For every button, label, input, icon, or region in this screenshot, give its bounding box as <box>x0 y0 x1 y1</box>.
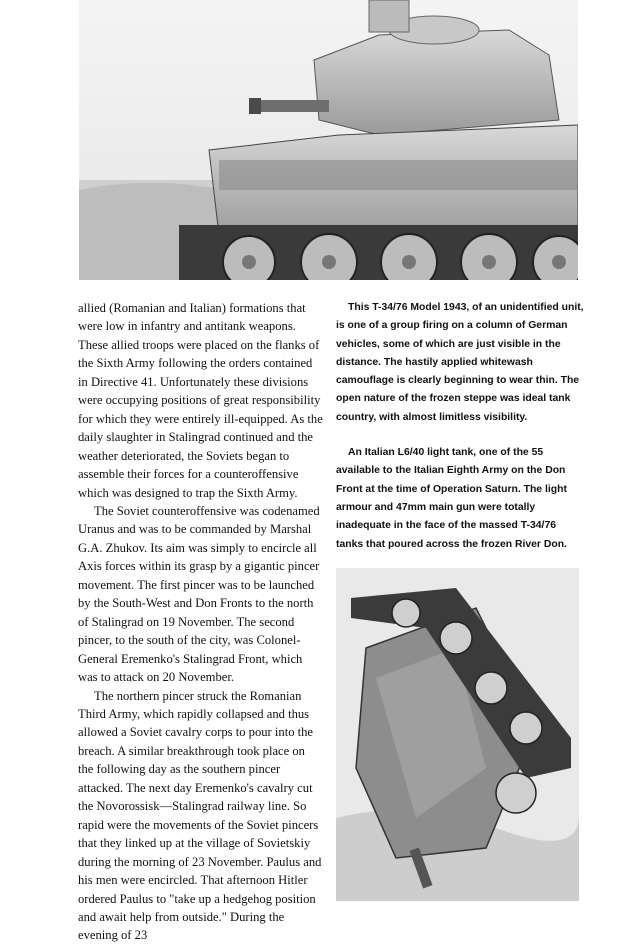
t34-tank-photo <box>79 0 578 280</box>
body-paragraph: allied (Romanian and Italian) formations that were low in infantry and antitank weapons. These allied troops were placed on the flanks of the Sixth Army following the orders contained in Directive 41. Unfortunately these divisions were occupying positions of great responsibility for which they were entirely ill-equipped. As the daily slaughter in Stalingrad continued and the weather deteriorated, the Soviets began to assemble their forces for a counteroffensive which was designed to trap the Sixth Army. <box>78 301 323 500</box>
body-paragraph: The northern pincer struck the Romanian Third Army, which rapidly collapsed and thus allowed a Soviet cavalry corps to pour into the breach. A similar breakthrough took place on the following day as the southern pincer attacked. The next day Eremenko's cavalry cut the Novorossisk—Stalingrad railway line. So rapid were the movements of the Soviet pincers that they linked up at the village of Sovietskiy during the morning of 23 November. Paulus and his men were encircled. That afternoon Hitler ordered Paulus to "take up a hedgehog position and await help from outside." During the evening of 23 <box>78 688 322 943</box>
l640-tank-photo <box>336 568 579 901</box>
body-paragraph: The Soviet counteroffensive was codenamed Uranus and was to be commanded by Marshal G.A. Zhukov. Its aim was simply to encircle all Axis forces within its grasp by a gigantic pincer movement. The first pincer was to be launched by the South-West and Don Fronts to the north of Stalingrad on 19 November. The second pincer, to the south of the city, was Colonel-General Eremenko's Stalingrad Front, which was to attack on 20 November. <box>78 503 320 685</box>
photo-captions <box>336 299 584 554</box>
caption-t34: This T-34/76 Model 1943, of an unidentified unit, is one of a group firing on a column of German vehicles, some of which are just visible in the distance. The hastily applied whitewash camouflage is clearly beginning to wear thin. The open nature of the frozen steppe was ideal tank country, with almost limitless visibility. <box>336 302 584 423</box>
caption-l640: An Italian L6/40 light tank, one of the 55 available to the Italian Eighth Army on the Don Front at the time of Operation Saturn. The light armour and 47mm main gun were totally inadequate in the face of the massed T-34/76 tanks that poured across the frozen River Don. <box>336 447 567 550</box>
article-body <box>78 299 323 945</box>
